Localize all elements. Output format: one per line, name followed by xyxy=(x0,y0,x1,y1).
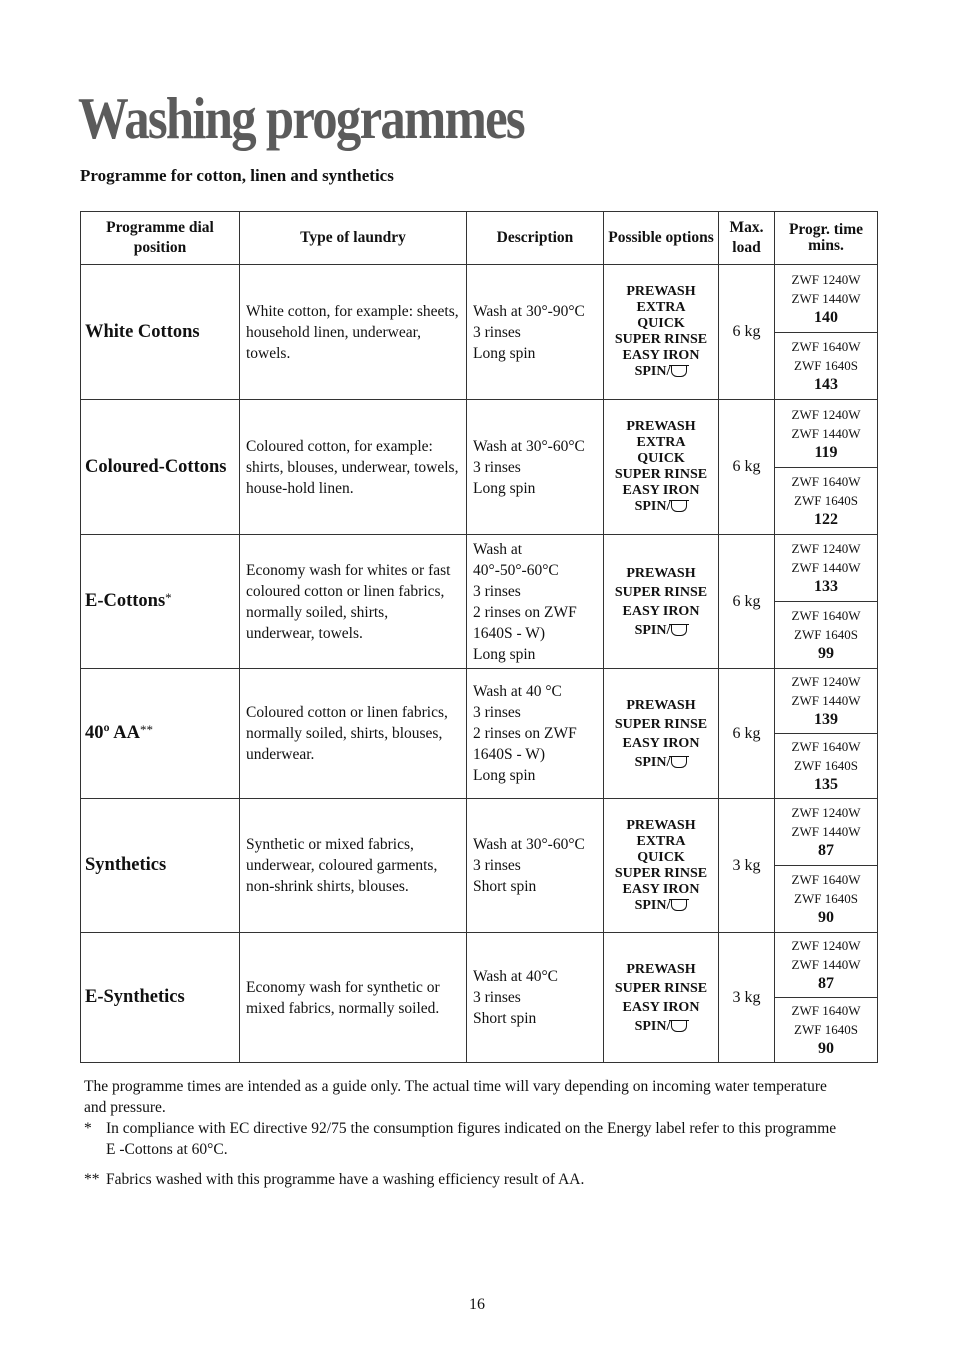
description-line: 3 rinses xyxy=(473,323,521,341)
spin-tub-icon xyxy=(671,500,687,512)
programme-minutes: 87 xyxy=(818,975,834,992)
table-row xyxy=(81,799,878,866)
machine-model: ZWF 1640W xyxy=(791,872,861,887)
description-line: Wash at 30°-60°C xyxy=(473,437,585,455)
option-item xyxy=(604,696,718,715)
max-load: 3 kg xyxy=(719,799,775,933)
machine-model: ZWF 1640W xyxy=(791,608,861,623)
option-label: SPIN/ xyxy=(634,499,671,514)
spin-tub-icon xyxy=(671,756,687,768)
option-item xyxy=(604,602,718,621)
description-line: 3 rinses xyxy=(473,582,521,600)
page-title: Washing programmes xyxy=(78,85,524,151)
possible-options xyxy=(604,799,719,933)
programme-description xyxy=(467,933,604,1063)
option-label: QUICK xyxy=(637,316,685,331)
spin-tub-icon xyxy=(671,1020,687,1032)
programme-time-cell xyxy=(775,535,878,602)
machine-model: ZWF 1240W xyxy=(791,674,861,689)
machine-model: ZWF 1640S xyxy=(794,627,858,642)
possible-options xyxy=(604,535,719,669)
table-row xyxy=(81,933,878,998)
table-row xyxy=(81,400,878,468)
description-line: 3 rinses xyxy=(473,704,521,721)
machine-model: ZWF 1240W xyxy=(791,406,861,422)
programme-time-cell xyxy=(775,799,878,866)
machine-model: ZWF 1440W xyxy=(791,824,861,839)
programme-time-cell xyxy=(775,933,878,998)
laundry-type: Economy wash for whites or fast coloured cotton or linen fabrics, normally soiled, shirts, underwear, towels. xyxy=(240,535,467,669)
footnote-1-text: In compliance with EC directive 92/75 the consumption figures indicated on the Energy label refer to this programme E -Cottons at 60°C. xyxy=(106,1120,837,1158)
option-item xyxy=(604,850,718,866)
option-label: EASY IRON xyxy=(622,348,700,363)
option-item xyxy=(604,979,718,998)
option-label: EASY IRON xyxy=(622,881,700,897)
option-item xyxy=(604,316,718,332)
footnote-2 xyxy=(84,1169,844,1190)
option-label: PREWASH xyxy=(626,565,696,581)
machine-model: ZWF 1240W xyxy=(791,805,861,820)
programme-minutes: 143 xyxy=(814,376,838,393)
programme-minutes: 135 xyxy=(814,776,838,793)
description-line: 2 rinses on ZWF 1640S - W) xyxy=(473,603,577,642)
header-type: Type of laundry xyxy=(240,212,467,265)
programme-description xyxy=(467,535,604,669)
option-item xyxy=(604,621,718,640)
possible-options xyxy=(604,400,719,535)
programme-time-cell xyxy=(775,400,878,468)
table-row xyxy=(81,535,878,602)
machine-model: ZWF 1440W xyxy=(791,290,861,306)
option-label: EASY IRON xyxy=(622,735,700,751)
option-label: SUPER RINSE xyxy=(614,332,708,347)
machine-model: ZWF 1640W xyxy=(791,1003,861,1018)
description-line: Wash at 40°C xyxy=(473,968,559,985)
option-item xyxy=(604,483,718,499)
option-item xyxy=(604,499,718,515)
option-label: SUPER RINSE xyxy=(614,980,708,996)
option-item xyxy=(604,734,718,753)
programme-time-cell xyxy=(775,602,878,669)
option-label: SUPER RINSE xyxy=(614,467,708,482)
option-item xyxy=(604,834,718,850)
option-item xyxy=(604,300,718,316)
programme-minutes: 122 xyxy=(814,511,838,528)
machine-model: ZWF 1640W xyxy=(791,474,861,489)
table-row xyxy=(81,265,878,333)
page-subtitle: Programme for cotton, linen and synthetics xyxy=(80,166,394,185)
option-label: QUICK xyxy=(637,849,685,865)
spin-tub-icon xyxy=(671,899,687,911)
option-label: SUPER RINSE xyxy=(614,584,708,600)
footnote-2-mark: ** xyxy=(84,1171,100,1188)
option-item xyxy=(604,332,718,348)
max-load: 6 kg xyxy=(719,669,775,799)
spin-tub-icon xyxy=(671,365,687,377)
description-line: 3 rinses xyxy=(473,857,521,874)
machine-model: ZWF 1240W xyxy=(791,541,861,556)
description-line: 3 rinses xyxy=(473,458,521,476)
machine-model: ZWF 1640S xyxy=(794,493,858,508)
description-line: Short spin xyxy=(473,878,537,895)
option-item xyxy=(604,1017,718,1036)
table-body xyxy=(81,265,878,1063)
header-options: Possible options xyxy=(604,212,719,265)
option-label: PREWASH xyxy=(626,419,696,434)
option-label: SPIN/ xyxy=(634,1018,671,1034)
option-item xyxy=(604,435,718,451)
description-line: Wash at 40°-50°-60°C xyxy=(473,540,559,579)
description-line: 2 rinses on ZWF 1640S - W) xyxy=(473,725,577,763)
notes xyxy=(84,1076,844,1190)
description-line: Wash at 30°-90°C xyxy=(473,302,585,320)
machine-model: ZWF 1440W xyxy=(791,693,861,708)
programme-time-cell xyxy=(775,265,878,333)
programme-time-cell xyxy=(775,333,878,400)
table-header-row xyxy=(81,212,878,265)
programme-name: E-Cottons xyxy=(85,591,166,612)
programme-minutes: 90 xyxy=(818,1040,834,1057)
option-item xyxy=(604,364,718,380)
programme-minutes: 119 xyxy=(814,443,838,461)
programme-footnote-mark: * xyxy=(165,590,172,606)
programme-name-cell xyxy=(81,669,240,799)
machine-model: ZWF 1440W xyxy=(791,957,861,972)
page-number: 16 xyxy=(469,1296,485,1313)
description-line: Long spin xyxy=(473,344,536,362)
option-label: EASY IRON xyxy=(622,999,700,1015)
programme-minutes: 139 xyxy=(814,711,838,728)
max-load: 6 kg xyxy=(719,400,775,535)
option-label: PREWASH xyxy=(626,817,696,833)
laundry-type: White cotton, for example: sheets, household linen, underwear, towels. xyxy=(240,265,467,400)
description-line: Long spin xyxy=(473,479,536,497)
option-label: EXTRA xyxy=(636,833,686,849)
programme-name: White Cottons xyxy=(85,321,200,342)
option-item xyxy=(604,715,718,734)
programme-time-cell xyxy=(775,468,878,535)
programme-name-cell xyxy=(81,799,240,933)
option-label: SPIN/ xyxy=(634,754,671,770)
machine-model: ZWF 1640W xyxy=(791,339,861,354)
option-label: SUPER RINSE xyxy=(614,865,708,881)
header-load: Max. load xyxy=(719,212,775,265)
programme-footnote-mark: ** xyxy=(139,722,153,738)
programme-name: 40º AA xyxy=(85,723,140,744)
machine-model: ZWF 1640W xyxy=(791,739,861,754)
machine-model: ZWF 1240W xyxy=(791,938,861,953)
possible-options xyxy=(604,669,719,799)
programme-time-cell xyxy=(775,998,878,1063)
programme-description xyxy=(467,400,604,535)
option-item xyxy=(604,419,718,435)
machine-model: ZWF 1640S xyxy=(794,891,858,906)
programme-name: Synthetics xyxy=(85,855,167,876)
programme-description xyxy=(467,669,604,799)
programme-minutes: 87 xyxy=(818,842,834,859)
option-label: PREWASH xyxy=(626,961,696,977)
option-item xyxy=(604,882,718,898)
option-label: QUICK xyxy=(637,451,685,466)
description-line: 3 rinses xyxy=(473,989,521,1006)
laundry-type: Coloured cotton or linen fabrics, normally soiled, shirts, blouses, underwear. xyxy=(240,669,467,799)
programmes-table xyxy=(80,211,878,1063)
machine-model: ZWF 1640S xyxy=(794,758,858,773)
max-load: 6 kg xyxy=(719,265,775,400)
option-label: SUPER RINSE xyxy=(614,716,708,732)
description-line: Long spin xyxy=(473,645,536,663)
programme-minutes: 99 xyxy=(818,645,834,662)
footnote-1 xyxy=(84,1118,844,1160)
machine-model: ZWF 1440W xyxy=(791,560,861,575)
programme-minutes: 133 xyxy=(814,578,838,595)
programme-minutes: 140 xyxy=(814,308,838,326)
description-line: Wash at 30°-60°C xyxy=(473,836,585,853)
option-item xyxy=(604,818,718,834)
programme-description xyxy=(467,265,604,400)
option-item xyxy=(604,583,718,602)
programme-name-cell xyxy=(81,933,240,1063)
programme-name: E-Synthetics xyxy=(85,987,185,1008)
footnote-2-text: Fabrics washed with this programme have a washing efficiency result of AA. xyxy=(106,1171,585,1188)
option-label: EXTRA xyxy=(636,300,686,315)
option-label: PREWASH xyxy=(626,284,696,299)
header-description: Description xyxy=(467,212,604,265)
programme-time-cell xyxy=(775,866,878,933)
programme-minutes: 90 xyxy=(818,909,834,926)
option-item xyxy=(604,467,718,483)
option-label: EASY IRON xyxy=(622,483,700,498)
programme-name: Coloured-Cottons xyxy=(85,456,227,477)
max-load: 3 kg xyxy=(719,933,775,1063)
header-time: Progr. time mins. xyxy=(775,212,878,265)
option-item xyxy=(604,866,718,882)
option-item xyxy=(604,998,718,1017)
description-line: Wash at 40 °C xyxy=(473,683,562,700)
programme-name-cell xyxy=(81,535,240,669)
spin-tub-icon xyxy=(671,624,687,636)
option-label: EASY IRON xyxy=(622,603,700,619)
option-label: PREWASH xyxy=(626,697,696,713)
laundry-type: Economy wash for synthetic or mixed fabrics, normally soiled. xyxy=(240,933,467,1063)
programme-name-cell xyxy=(81,400,240,535)
option-item xyxy=(604,284,718,300)
option-label: EXTRA xyxy=(636,435,686,450)
header-position: Programme dial position xyxy=(81,212,240,265)
machine-model: ZWF 1640S xyxy=(794,1022,858,1037)
option-item xyxy=(604,348,718,364)
programme-time-cell xyxy=(775,669,878,734)
possible-options xyxy=(604,933,719,1063)
laundry-type: Synthetic or mixed fabrics, underwear, coloured garments, non-shrink shirts, blouses. xyxy=(240,799,467,933)
machine-model: ZWF 1640S xyxy=(794,358,858,373)
possible-options xyxy=(604,265,719,400)
description-line: Short spin xyxy=(473,1010,537,1027)
footnote-1-mark: * xyxy=(84,1120,92,1137)
description-line: Long spin xyxy=(473,767,536,784)
notes-intro: The programme times are intended as a guide only. The actual time will vary depending on incoming water temperature and pressure. xyxy=(84,1078,827,1116)
max-load: 6 kg xyxy=(719,535,775,669)
option-item xyxy=(604,960,718,979)
machine-model: ZWF 1440W xyxy=(791,425,861,441)
option-label: SPIN/ xyxy=(634,897,671,913)
programme-time-cell xyxy=(775,734,878,799)
programme-description xyxy=(467,799,604,933)
programme-name-cell xyxy=(81,265,240,400)
option-item xyxy=(604,451,718,467)
laundry-type: Coloured cotton, for example: shirts, blouses, underwear, towels, house-hold linen. xyxy=(240,400,467,535)
option-item xyxy=(604,753,718,772)
option-item xyxy=(604,898,718,914)
option-item xyxy=(604,564,718,583)
option-label: SPIN/ xyxy=(634,364,671,379)
machine-model: ZWF 1240W xyxy=(791,271,861,287)
table-row xyxy=(81,669,878,734)
option-label: SPIN/ xyxy=(634,622,671,638)
